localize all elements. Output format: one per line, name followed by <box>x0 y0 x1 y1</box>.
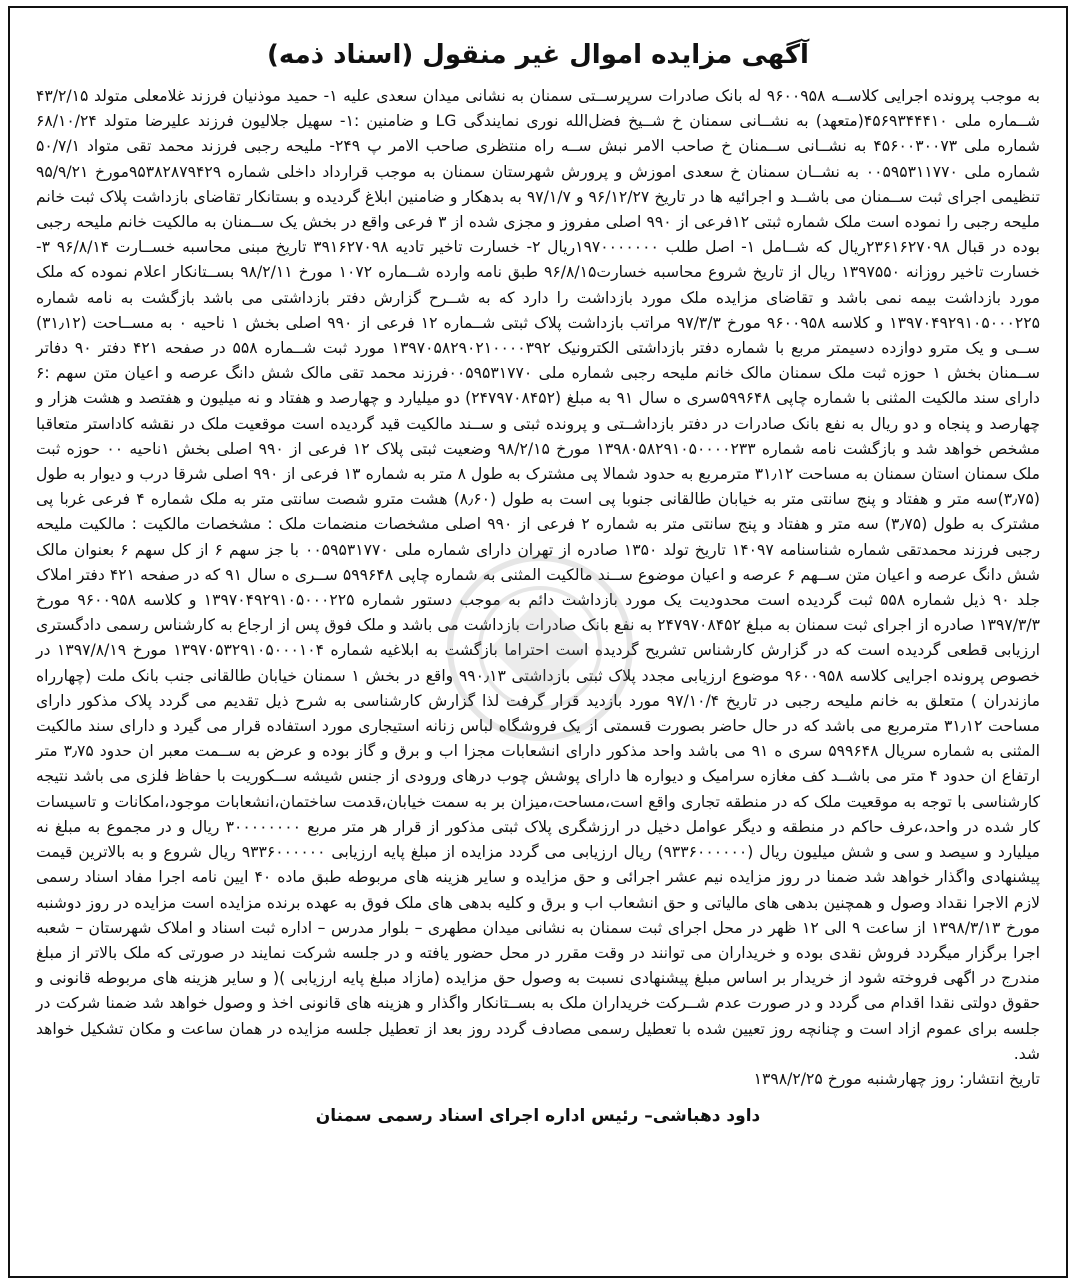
auction-notice <box>8 6 1068 1278</box>
notice-title: آگهی مزایده اموال غیر منقول (اسناد ذمه) <box>267 40 809 70</box>
notice-body-text: به موجب پرونده اجرایی کلاســه ۹۶۰۰۹۵۸ له بانک صادرات سرپرســتی سمنان به نشانی میدان سعدی علیه ۱- حمید موذنیان فرزند غلامعلی متولد ۴۳/۲/۱۵ شــماره ملی ۴۵۶۹۳۴۴۴۱۰(متعهد) به نشــانی سمنان خ شــیخ فضل‌الله نوری نمایندگی LG و ضامنین :۱- سهیل جلالیون فرزند علیرضا متولد ۶۸/۱۰/۲۴ شماره ملی ۴۵۶۰۰۳۰۰۷۳ به نشــانی ســمنان خ صاحب الامر نبش ســه راه منتظری صاحب الامر پ ۲۴۹- ملیحه رجبی فرزند محمد تقی متواد ۵۰/۷/۱ شماره ملی ۰۰۵۹۵۳۱۱۷۷۰ به نشــان سمنان خ سعدی اموزش و پرورش شهرستان سمنان به موجب قرارداد داخلی شماره ۹۵۳۸۲۸۷۹۴۲۹مورخ ۹۵/۹/۲۱ تنظیمی اجرای ثبت ســمنان می باشــد و اجرائیه ها در تاریخ ۹۶/۱۲/۲۷ و ۹۷/۱/۷ به بدهکار و ضامنین ابلاغ گردیده و بستانکار تقاضای بازداشت پلاک ثبت خانم ملیحه رجبی را نموده است ملک شماره ثبتی ۱۲فرعی از ۹۹۰ اصلی مفروز و مجزی شده از ۳ فرعی واقع در بخش یک ســمنان به مالکیت خانم ملیحه رجبی بوده در قبال ۲۳۶۱۶۲۷۰۹۸ریال که شــامل ۱- اصل طلب ۱۹۷۰۰۰۰۰۰۰ریال ۲- خسارت تاخیر تادیه ۳۹۱۶۲۷۰۹۸ تاریخ مبنی محاسبه خســارت ۹۶/۸/۱۴ ۳- خسارت تاخیر روزانه ۱۳۹۷۵۵۰ ریال از تاریخ شروع محاسبه خسارت۹۶/۸/۱۵ طبق نامه وارده شــماره ۱۰۷۲ مورخ ۹۸/۲/۱۱ بســتانکار اعلام نموده که ملک مورد بازداشت بیمه نمی باشد و تقاضای مزایده ملک مورد بازداشت را دارد که به شــرح گزارش دفتر بازداشتی می باشد بازگشت به نامه شماره ۱۳۹۷۰۴۹۲۹۱۰۵۰۰۰۲۲۵ و کلاسه ۹۶۰۰۹۵۸ مورخ ۹۷/۳/۳ مراتب بازداشت پلاک ثبتی شــماره ۱۲ فرعی از ۹۹۰ اصلی بخش ۱ ناحیه ۰ به مســاحت (۳۱٫۱۲) ســی و یک مترو دوازده دسیمتر مربع با شماره دفتر بازداشتی الکترونیک ۱۳۹۷۰۵۸۲۹۰۲۱۰۰۰۰۳۹۲ مورد ثبت شــماره ۵۵۸ در صفحه ۴۲۱ دفتر ۹۰ دفاتر ســمنان بخش ۱ حوزه ثبت ملک سمنان مالک خانم ملیحه رجبی شماره ملی ۰۰۵۹۵۳۱۷۷۰فرزند محمد تقی مالک شش دانگ عرصه و اعیان متن سهم :۶ دارای سند مالکیت المثنی با شماره چاپی ۵۹۹۶۴۸سری ه سال ۹۱ به مبلغ (۲۴۷۹۷۰۸۴۵۲) دو میلیارد و چهارصد و هفتاد و نه میلیون و هفتصد و هشت هزار و چهارصد و پنجاه و دو ریال به نفع بانک صادرات در دفتر بازداشــتی و پرونده ثبتی و ســند مالکیت قید گردیده است موقعیت ملک در نقشه کاداستر متعاقبا مشخص خواهد شد و بازگشت نامه شماره ۱۳۹۸۰۵۸۲۹۱۰۵۰۰۰۰۲۳۳ مورخ ۹۸/۲/۱۵ وضعیت ثبتی پلاک ۱۲ فرعی از ۹۹۰ اصلی بخش ۱ناحیه ۰۰ حوزه ثبت ملک سمنان استان سمنان به مساحت ۳۱٫۱۲ مترمربع به حدود شمالا پی مشترک به طول ۸ متر به شماره ۱۳ فرعی از ۹۹۰ اصلی شرقا درب و دیوار به طول (۳٫۷۵)سه متر و هفتاد و پنج سانتی متر به خیابان طالقانی جنوبا پی است به طول (۸٫۶۰) هشت مترو شصت سانتی متر به ملک شماره ۴ فرعی غربا پی مشترک به طول (۳٫۷۵) سه متر و هفتاد و پنج سانتی متر به شماره ۲ فرعی از ۹۹۰ اصلی مشخصات منضمات ملک : مشخصات مالکیت : مالکیت ملیحه رجبی فرزند محمدتقی شماره شناسنامه ۱۴۰۹۷ تاریخ تولد ۱۳۵۰ صادره از تهران دارای شماره ملی ۰۰۵۹۵۳۱۷۷۰ با جز سهم ۶ از کل سهم ۶ بعنوان مالک شش دانگ عرصه و اعیان متن ســهم ۶ عرصه و اعیان موضوع ســند مالکیت المثنی به شماره چاپی ۵۹۹۶۴۸ ســری ه سال ۹۱ که در صفحه ۴۲۱ دفتر املاک جلد ۹۰ ذیل شماره ۵۵۸ ثبت گردیده است محدودیت یک مورد بازداشت دائم به موجب دستور شماره ۱۳۹۷۰۴۹۲۹۱۰۵۰۰۰۲۲۵ و کلاسه ۹۶۰۰۹۵۸ مورخ ۱۳۹۷/۳/۳ صادره از اجرای ثبت سمنان به مبلغ ۲۴۷۹۷۰۸۴۵۲ به نفع بانک صادرات بازداشت می باشد و ملک فوق پس از ارجاع به کارشناس رسمی دادگستری ارزیابی قطعی گردیده است که در گزارش کارشناس تشریح گردیده است احتراما بازگشت به ابلاغیه شماره ۱۳۹۷۰۵۳۲۹۱۰۵۰۰۰۱۰۴ مورخ ۱۳۹۷/۸/۱۹ در خصوص پرونده اجرایی کلاسه ۹۶۰۰۹۵۸ موضوع ارزیابی مجدد پلاک ثبتی بازداشتی ۹۹۰٫۱۳ واقع در بخش ۱ سمنان خیابان طالقانی جنب بانک ملت (چهارراه مازندران ) متعلق به خانم ملیحه رجبی در تاریخ ۹۷/۱۰/۴ مورد بازدید قرار گرفت لذا گزارش کارشناسی به شرح ذیل تقدیم می گردد پلاک مذکور دارای مساحت ۳۱٫۱۲ مترمربع می باشد که در حال حاضر بصورت قسمتی از یک فروشگاه لباس زنانه استیجاری مورد استفاده قرار می گیرد و دارای سند مالکیت المثنی به شماره سریال ۵۹۹۶۴۸ سری ه ۹۱ می باشد واحد مذکور دارای انشعابات مجزا اب و برق و گاز بوده و عرض به ســمت معبر ان حدود ۳٫۷۵ متر ارتفاع ان حدود ۴ متر می باشــد کف مغازه سرامیک و دیواره ها دارای پوشش چوب درهای ورودی از جنس شیشه ســکوریت با حفاظ فلزی می باشد نتیجه کارشناسی با توجه به موقعیت ملک که در منطقه تجاری واقع است،مساحت،میزان بر به سمت خیابان،قدمت ساختمان،انشعابات موجود،امکانات و تاسیسات کار شده در واحد،عرف حاکم در منطقه و دیگر عوامل دخیل در ارزشگری پلاک ثبتی مذکور از قرار هر متر مربع ۳۰۰۰۰۰۰۰۰ ریال و در مجموع به مبلغ نه میلیارد و سیصد و سی و شش میلیون ریال (۹۳۳۶۰۰۰۰۰۰) ریال ارزیابی می گردد مزایده از مبلغ پایه ارزیابی ۹۳۳۶۰۰۰۰۰۰ ریال شروع و به بالاترین قیمت پیشنهادی واگذار خواهد شد ضمنا در روز مزایده نیم عشر اجرائی و حق مزایده و سایر هزینه های مربوطه طبق ماده ۴۰ ایین نامه اجرا مفاد اسناد رسمی لازم الاجرا نقداد وصول و همچنین بدهی های مالیاتی و حق انشعاب اب و برق و کلیه بدهی های ملک فوق به عهده برنده مزایده است مزایده در روز دوشنبه مورخ ۱۳۹۸/۳/۱۳ از ساعت ۹ الی ۱۲ ظهر در محل اجرای ثبت سمنان به نشانی میدان مطهری – بلوار مدرس – اداره ثبت اسناد و املاک شهرستان – شعبه اجرا برگزار میگردد فروش نقدی بوده و خریداران می توانند در وقت مقرر در محل حضور یافته و در جلسه شرکت نمایند در صورتی که ملک بالاتر از مبلغ مندرج در اگهی فروخته شود از خریدار بر اساس مبلغ پیشنهادی نسبت به وصول حق مزایده (مازاد مبلغ پایه ارزیابی )( و سایر هزینه های مربوطه قانونی و حقوق دولتی نقدا اقدام می گردد و در صورت عدم شــرکت خریداران ملک به بســتانکار واگذار و هزینه های قانونی اخذ و وصول خواهد شد ضمنا شرکت در جلسه برای عموم ازاد است و چنانچه روز تعیین شده با تعطیل رسمی مصادف گردد روز بعد از تعطیل جلسه مزایده در همان ساعت و مکان تشکیل خواهد شد. <box>36 87 1041 1063</box>
publish-date: تاریخ انتشار: روز چهارشنبه مورخ ۱۳۹۸/۲/۲۵ <box>753 1069 1040 1088</box>
signature: داود دهباشی– رئیس اداره اجرای اسناد رسمی سمنان <box>315 1106 761 1127</box>
notice-body <box>10 84 1066 1067</box>
